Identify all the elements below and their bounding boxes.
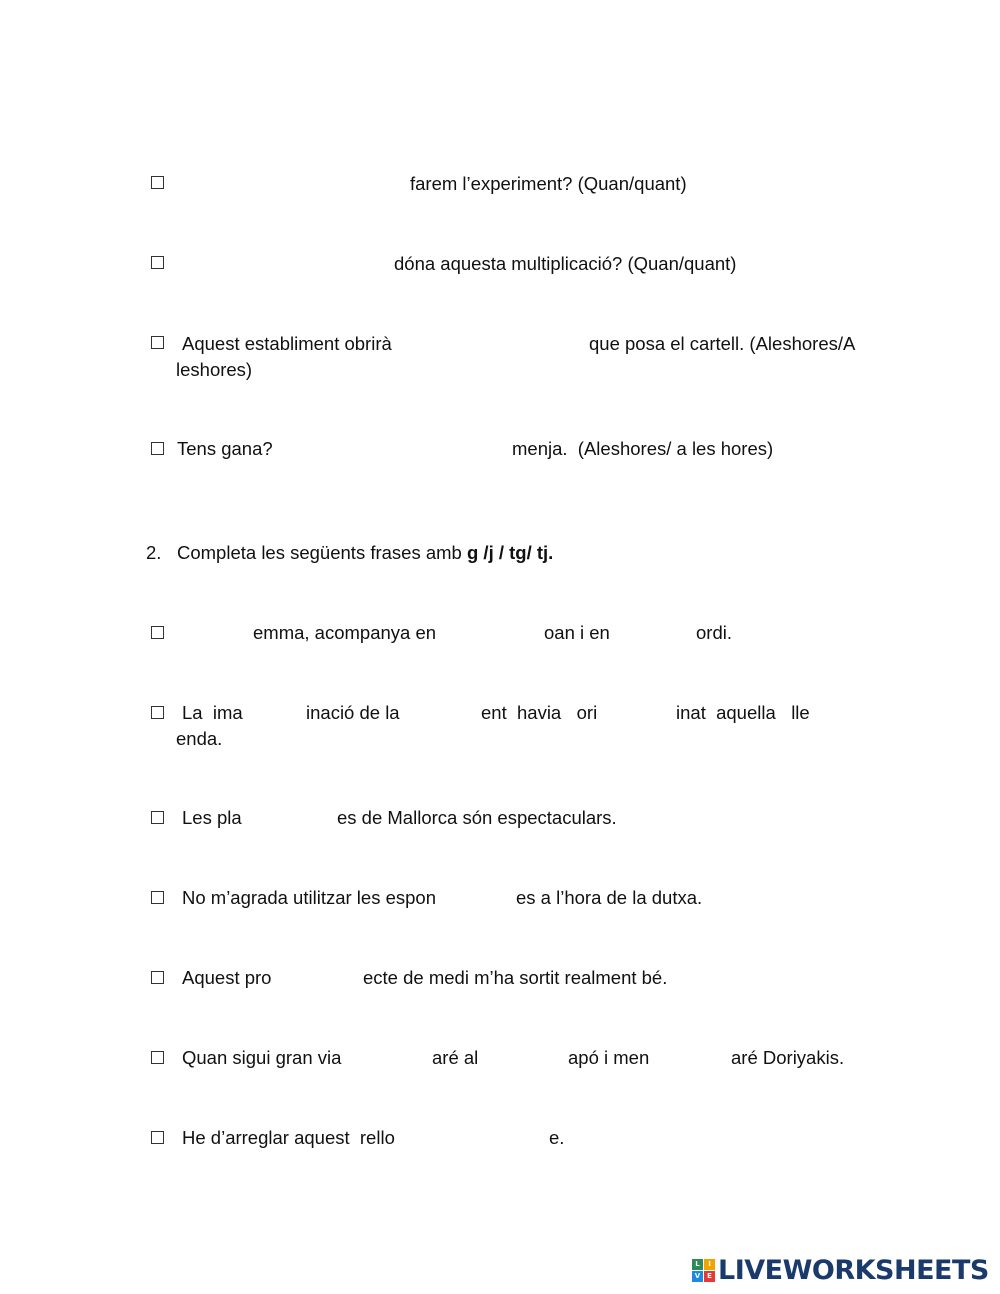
- sentence-text: He d’arreglar aquest rello: [182, 1127, 395, 1148]
- checkbox[interactable]: [151, 706, 164, 719]
- sentence-text: ent havia ori: [481, 702, 598, 723]
- checkbox[interactable]: [151, 971, 164, 984]
- sentence-text: oan i en: [544, 622, 610, 643]
- sentence-text: emma, acompanya en: [253, 622, 437, 643]
- sentence-text: enda.: [176, 728, 223, 749]
- sentence-text: Les pla: [182, 807, 242, 828]
- instruction-text: Completa les següents frases amb: [177, 542, 467, 563]
- instruction-bold: g /j / tg/ tj.: [466, 542, 554, 563]
- sentence-text: Aquest establiment obrirà: [182, 333, 392, 354]
- sentence-text: es a l’hora de la dutxa.: [516, 887, 703, 908]
- sentence-text: aré al: [432, 1047, 479, 1068]
- sentence-text: ecte de medi m’ha sortit realment bé.: [363, 967, 668, 988]
- sentence-text: dóna aquesta multiplicació? (Quan/quant): [394, 253, 737, 274]
- sentence-text: Aquest pro: [182, 967, 272, 988]
- sentence-text: inat aquella lle: [676, 702, 810, 723]
- sentence-text: ordi.: [696, 622, 732, 643]
- checkbox[interactable]: [151, 1051, 164, 1064]
- checkbox[interactable]: [151, 626, 164, 639]
- sentence-text: e.: [549, 1127, 565, 1148]
- checkbox[interactable]: [151, 1131, 164, 1144]
- sentence-text: inació de la: [306, 702, 400, 723]
- checkbox[interactable]: [151, 336, 164, 349]
- section-number: 2.: [146, 542, 162, 563]
- logo-block: I: [704, 1259, 715, 1270]
- checkbox[interactable]: [151, 891, 164, 904]
- sentence-text: No m’agrada utilitzar les espon: [182, 887, 436, 908]
- logo-block: L: [692, 1259, 703, 1270]
- sentence-text: es de Mallorca són espectaculars.: [337, 807, 617, 828]
- logo-text: LIVEWORKSHEETS: [718, 1254, 989, 1286]
- sentence-text: aré Doriyakis.: [731, 1047, 845, 1068]
- logo-block: V: [692, 1271, 703, 1282]
- sentence-text: Quan sigui gran via: [182, 1047, 342, 1068]
- sentence-text: leshores): [176, 359, 253, 380]
- sentence-text: menja. (Aleshores/ a les hores): [512, 438, 774, 459]
- section-instruction: [177, 542, 553, 564]
- checkbox[interactable]: [151, 256, 164, 269]
- sentence-text: farem l’experiment? (Quan/quant): [410, 173, 687, 194]
- sentence-text: apó i men: [568, 1047, 650, 1068]
- checkbox[interactable]: [151, 442, 164, 455]
- logo-blocks-icon: [692, 1259, 715, 1282]
- sentence-text: que posa el cartell. (Aleshores/A: [589, 333, 856, 354]
- checkbox[interactable]: [151, 811, 164, 824]
- logo-block: E: [704, 1271, 715, 1282]
- sentence-text: Tens gana?: [177, 438, 273, 459]
- sentence-text: La ima: [182, 702, 243, 723]
- liveworksheets-logo: [692, 1254, 989, 1286]
- checkbox[interactable]: [151, 176, 164, 189]
